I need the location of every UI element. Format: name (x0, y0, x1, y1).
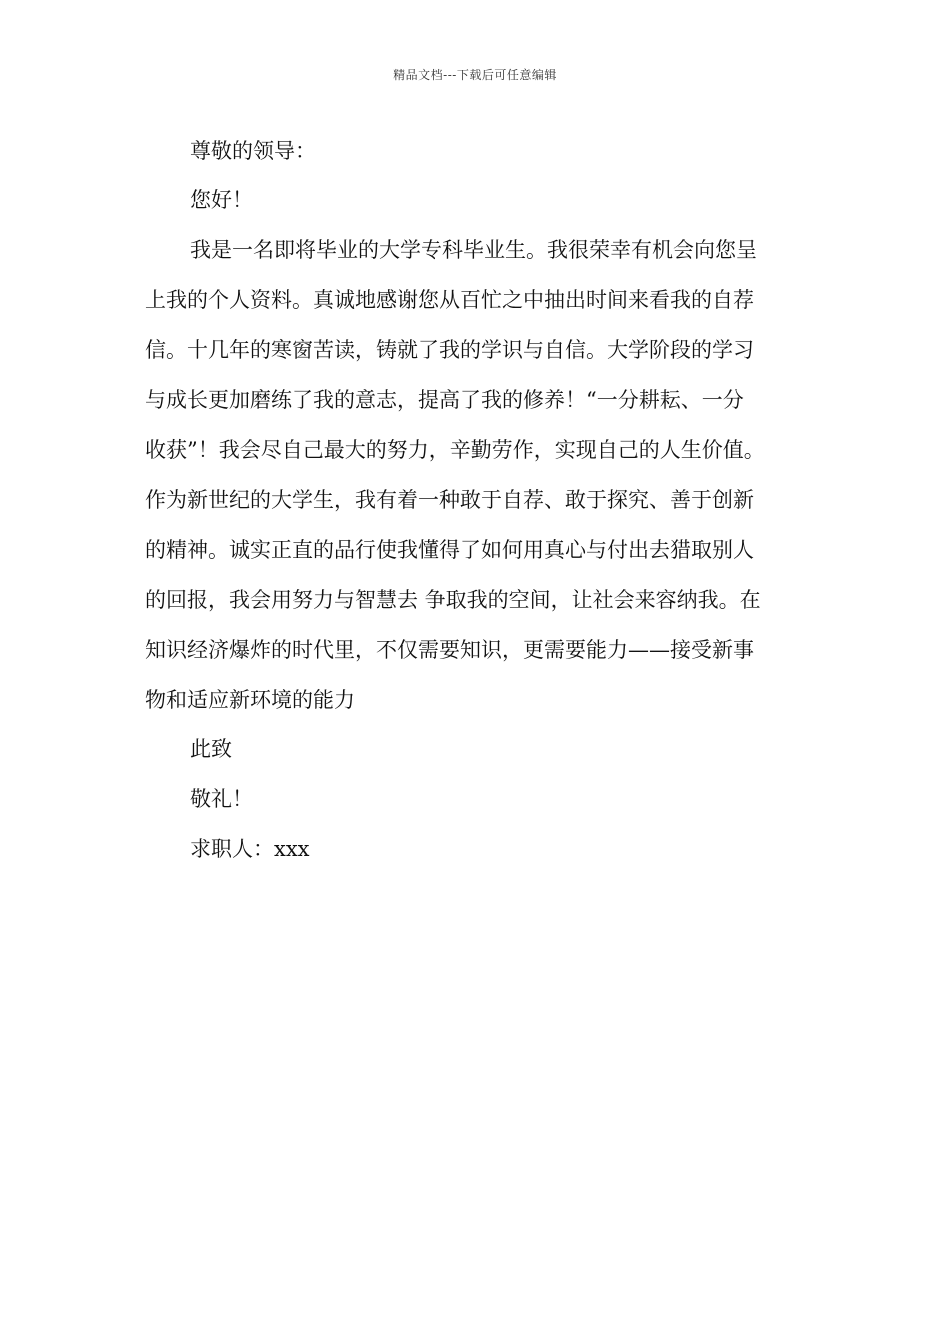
body-line: 信。十几年的寒窗苦读，铸就了我的学识与自信。大学阶段的学习 (145, 338, 754, 362)
body-line: 的精神。诚实正直的品行使我懂得了如何用真心与付出去猎取别人 (145, 538, 754, 562)
body-line: 作为新世纪的大学生，我有着一种敢于自荐、敢于探究、善于创新 (145, 488, 754, 512)
body-line: 知识经济爆炸的时代里，不仅需要知识，更需要能力——接受新事 (145, 638, 754, 662)
body-line: 的回报，我会用努力与智慧去 争取我的空间，让社会来容纳我。在 (145, 588, 761, 612)
closing-line-1: 此致 (190, 737, 232, 761)
greeting: 您好！ (190, 188, 253, 212)
body-line: 上我的个人资料。真诚地感谢您从百忙之中抽出时间来看我的自荐 (145, 288, 754, 312)
body-line: 收获”！我会尽自己最大的努力，辛勤劳作，实现自己的人生价值。 (145, 438, 765, 462)
body-line: 我是一名即将毕业的大学专科毕业生。我很荣幸有机会向您呈 (190, 238, 757, 262)
body-line: 物和适应新环境的能力 (145, 688, 355, 712)
closing-line-2: 敬礼！ (190, 787, 253, 811)
body-line: 与成长更加磨练了我的意志，提高了我的修养！“一分耕耘、一分 (145, 388, 744, 412)
signature: 求职人：xxx (190, 837, 310, 861)
page-header: 精品文档---下载后可任意编辑 (393, 68, 557, 82)
salutation: 尊敬的领导： (190, 139, 316, 163)
